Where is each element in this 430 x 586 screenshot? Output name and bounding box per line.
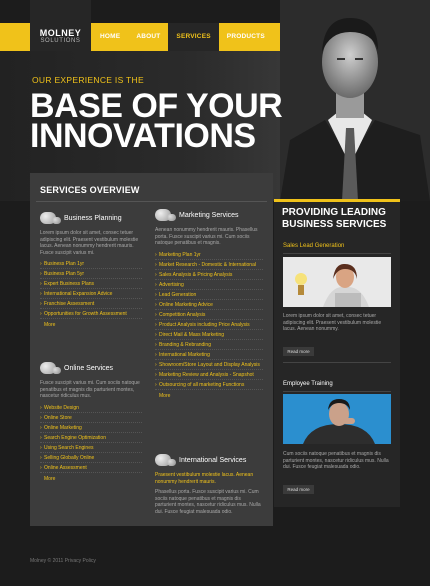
divider — [283, 362, 391, 363]
hero-title-line2: INNOVATIONS — [30, 117, 256, 155]
man-thinking-photo — [283, 394, 391, 444]
sidebar-accent-bar — [274, 199, 400, 202]
logo-subtitle: SOLUTIONS — [40, 38, 81, 44]
list-item[interactable]: › International Expansion Advice — [40, 289, 142, 299]
sidebar-title: PROVIDING LEADING BUSINESS SERVICES — [282, 207, 387, 230]
international-intro-highlight: Praesent vestibulum molestie lacus. Aenean nonummy hendrerit mauris. — [155, 472, 254, 485]
divider — [36, 201, 267, 202]
footer-text: Molney © 2011 Privacy Policy — [30, 558, 96, 564]
nav-about[interactable]: ABOUT — [136, 33, 161, 40]
business-more-link[interactable]: More — [44, 322, 56, 328]
sidebar — [274, 199, 400, 507]
read-more-button[interactable]: Read more — [283, 347, 314, 356]
list-item[interactable]: › Business Plan 5yr — [40, 269, 142, 279]
list-item[interactable]: › Franchise Assessment — [40, 299, 142, 309]
business-planning-title[interactable]: Business Planning — [64, 214, 122, 222]
online-intro: Fusce suscipit varius mi. Cum sociis natoque penatibus et magnis dis parturient montes, nascetur ridiculus mus. — [40, 380, 140, 399]
read-more-button[interactable]: Read more — [283, 485, 314, 494]
business-intro: Lorem ipsum dolor sit amet, consec tetuer adipiscing elit. Praesent vestibulum molestie lacus. Aenean nonummy hendrerit mauris. Fusce suscipit varius mi. — [40, 230, 139, 256]
speech-bubble-icon — [40, 362, 56, 374]
list-item[interactable]: › Business Plan 1yr — [40, 259, 142, 269]
sales-lead-title[interactable]: Sales Lead Generation — [283, 243, 345, 249]
international-intro: Phasellus porta. Fusce suscipit varius mi. Cum sociis natoque penatibus et magnis dis parturient montes, nascetur ridiculus mus. Nulla dui. Fusce feugiat malesuada odio. — [155, 489, 261, 515]
marketing-more-link[interactable]: More — [159, 392, 171, 399]
services-panel — [30, 173, 273, 526]
divider — [283, 391, 391, 392]
employee-training-text: Cum sociis natoque penatibus et magnis dis parturient montes, nascetur ridiculus mus. Nulla dui. Fusce feugiat malesuada odio. — [283, 451, 389, 470]
international-services-title[interactable]: International Services — [179, 456, 247, 464]
sales-lead-text: Lorem ipsum dolor sit amet, consec tetuer adipiscing elit. Praesent vestibulum molestie lacus. Aenean nonummy. — [283, 313, 382, 332]
list-item[interactable]: › Expert Business Plans — [40, 279, 142, 289]
list-item[interactable]: › Search Engine Optimization — [40, 433, 142, 443]
list-item[interactable]: › Direct Mail & Mass Marketing — [155, 330, 263, 340]
list-item[interactable]: › Using Search Engines — [40, 443, 142, 453]
marketing-intro: Aenean nonummy hendrerit mauris. Phasellus porta. Fusce suscipit varius mi. Cum sociis natoque penatibus et magnis. — [155, 227, 258, 246]
marketing-services-block — [155, 207, 263, 399]
woman-photo — [283, 257, 391, 307]
nav-home[interactable]: HOME — [100, 33, 121, 40]
speech-bubble-icon — [155, 454, 171, 466]
speech-bubble-icon — [155, 209, 171, 221]
international-services-block — [155, 452, 263, 515]
list-item[interactable]: › Online Assessment — [40, 463, 142, 473]
list-item[interactable]: › Competition Analysis — [155, 310, 263, 320]
list-item[interactable]: › Branding & Rebranding — [155, 340, 263, 350]
hero-man-photo — [280, 0, 430, 201]
list-item[interactable]: › Selling Globally Online — [40, 453, 142, 463]
divider — [283, 253, 391, 254]
list-item[interactable]: › Market Research - Domestic & International — [155, 260, 263, 270]
list-item[interactable]: › Marketing Plan 1yr — [155, 250, 263, 260]
nav-services[interactable]: SERVICES — [168, 23, 218, 51]
hero-title-line1: BASE OF YOUR — [30, 87, 283, 125]
list-item[interactable]: › International Marketing — [155, 350, 263, 360]
employee-training-title[interactable]: Employee Training — [283, 381, 333, 387]
list-item[interactable]: › Showroom/Store Layout and Display Analysis — [155, 360, 263, 370]
list-item[interactable]: › Online Marketing — [40, 423, 142, 433]
list-item[interactable]: › Product Analysis including Price Analysis — [155, 320, 263, 330]
services-title: SERVICES OVERVIEW — [40, 185, 140, 195]
logo-name: MOLNEY — [39, 28, 82, 38]
list-item[interactable]: › Online Store — [40, 413, 142, 423]
online-services-title[interactable]: Online Services — [64, 364, 114, 372]
list-item[interactable]: › Sales Analysis & Pricing Analysis — [155, 270, 263, 280]
online-more-link[interactable]: More — [44, 475, 56, 482]
nav-products[interactable]: PRODUCTS — [226, 33, 265, 40]
list-item[interactable]: › Advertising — [155, 280, 263, 290]
list-item[interactable]: › Online Marketing Advice — [155, 300, 263, 310]
list-item[interactable]: › Website Design — [40, 403, 142, 413]
speech-bubble-icon — [40, 212, 56, 224]
list-item[interactable]: › Opportunities for Growth Assessment — [40, 309, 142, 319]
list-item[interactable]: › Outsourcing of all marketing Functions — [155, 380, 263, 390]
list-item[interactable]: › Lead Generation — [155, 290, 263, 300]
list-item[interactable]: › Marketing Review and Analysis - Snapshot — [155, 370, 263, 380]
online-services-block — [40, 360, 142, 482]
hero-tagline: OUR EXPERIENCE IS THE — [32, 75, 144, 85]
business-planning-block — [40, 210, 142, 328]
marketing-services-title[interactable]: Marketing Services — [179, 211, 239, 219]
